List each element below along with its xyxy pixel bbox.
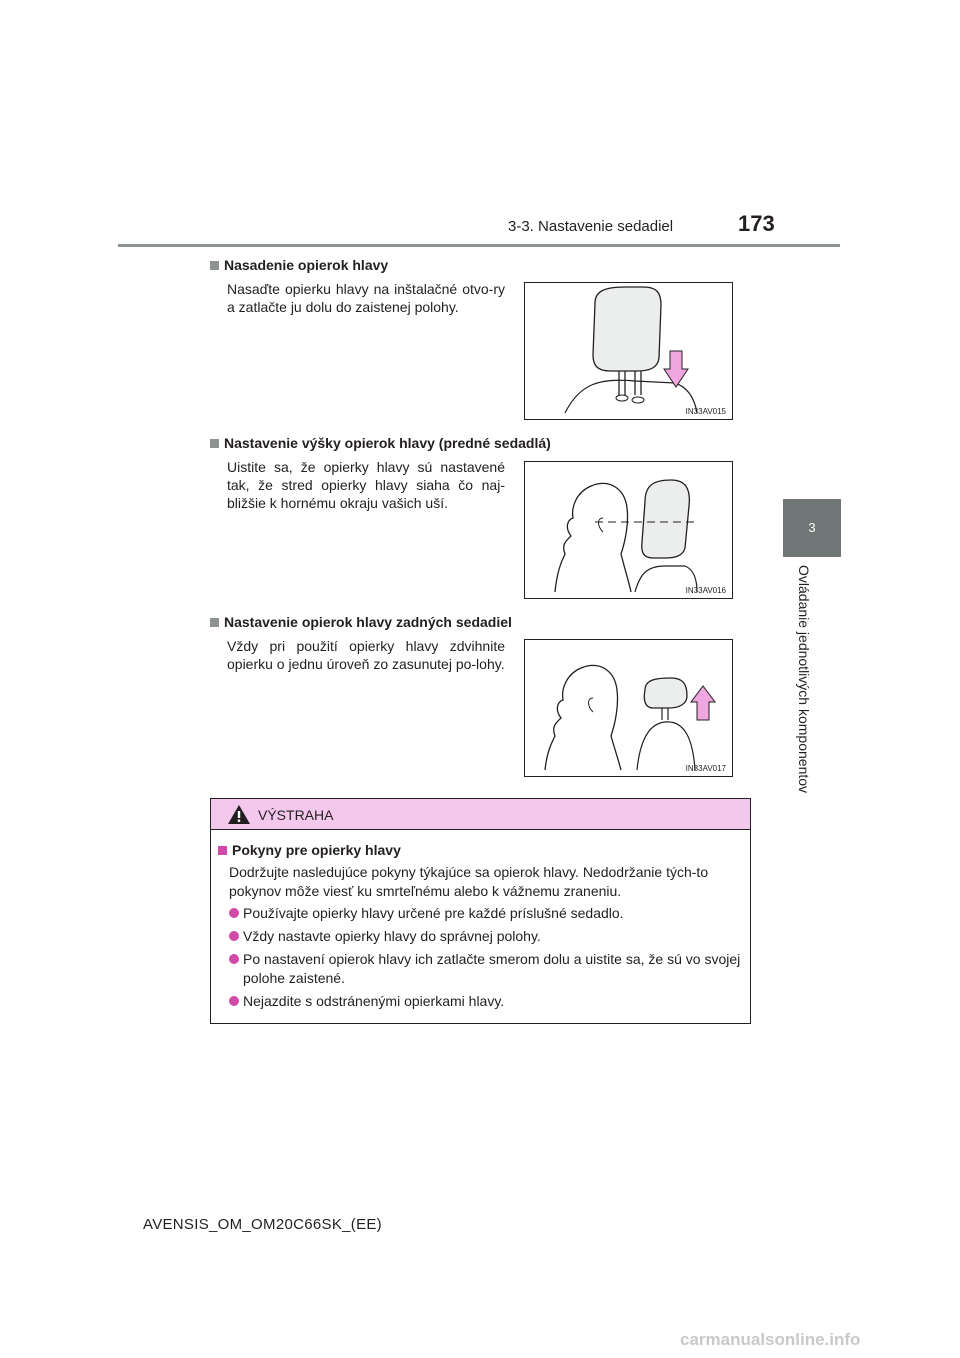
warning-bullet: Používajte opierky hlavy určené pre každé príslušné sedadlo. — [229, 904, 744, 923]
warning-bullet: Nejazdite s odstránenými opierkami hlavy. — [229, 992, 744, 1011]
chapter-number: 3 — [808, 520, 816, 535]
head-height-illustration — [525, 462, 732, 598]
figure-headrest-install — [524, 282, 733, 420]
heading-marker-icon — [210, 261, 219, 270]
figure-code: IN33AV016 — [685, 586, 726, 595]
figure-code: IN33AV015 — [685, 407, 726, 416]
warning-intro: Dodržujte nasledujúce pokyny týkajúce sa opierok hlavy. Nedodržanie tých-to pokynov môže viesť ku smrteľnému alebo k vážnemu zraneniu. — [229, 864, 709, 899]
footer-doc-code: AVENSIS_OM_OM20C66SK_(EE) — [143, 1216, 382, 1233]
figure-headrest-rear — [524, 639, 733, 777]
warning-title: Pokyny pre opierky hlavy — [218, 842, 401, 858]
figure-headrest-height — [524, 461, 733, 599]
bullet-dot-icon — [229, 996, 239, 1006]
rear-headrest-illustration — [525, 640, 732, 776]
warning-bullet: Vždy nastavte opierky hlavy do správnej polohy. — [229, 927, 744, 946]
warning-triangle-icon — [227, 804, 251, 825]
header-rule — [118, 244, 840, 247]
heading-marker-icon — [210, 618, 219, 627]
heading-marker-icon — [210, 439, 219, 448]
bullet-dot-icon — [229, 908, 239, 918]
warning-header — [211, 799, 750, 830]
section-heading-install: Nasadenie opierok hlavy — [210, 257, 388, 273]
warning-label: VÝSTRAHA — [258, 807, 334, 823]
section-text-height: Uistite sa, že opierky hlavy sú nastavené tak, že stred opierky hlavy siaha čo naj-bližšie k hornému okraju vašich uší. — [227, 459, 505, 511]
chapter-title: Ovládanie jednotlivých komponentov — [796, 565, 812, 794]
section-text-rear: Vždy pri použití opierky hlavy zdvihnite opierku o jednu úroveň zo zasunutej po-lohy. — [227, 638, 505, 672]
watermark: carmanualsonline.info — [680, 1330, 861, 1349]
warning-box — [210, 798, 751, 1024]
page-number: 173 — [738, 211, 775, 236]
section-heading-rear: Nastavenie opierok hlavy zadných sedadiel — [210, 614, 512, 630]
bullet-dot-icon — [229, 954, 239, 964]
warning-bullet: Po nastavení opierok hlavy ich zatlačte smerom dolu a uistite sa, že sú vo svojej polohe zaistené. — [229, 950, 744, 988]
section-heading-height: Nastavenie výšky opierok hlavy (predné sedadlá) — [210, 435, 551, 451]
warning-marker-icon — [218, 846, 227, 855]
section-text-install: Nasaďte opierku hlavy na inštalačné otvo-ry a zatlačte ju dolu do zaistenej polohy. — [227, 281, 505, 315]
headrest-install-illustration — [525, 283, 732, 419]
section-header-title: 3-3. Nastavenie sedadiel — [508, 218, 674, 235]
figure-code: IN33AV017 — [685, 764, 726, 773]
bullet-dot-icon — [229, 931, 239, 941]
